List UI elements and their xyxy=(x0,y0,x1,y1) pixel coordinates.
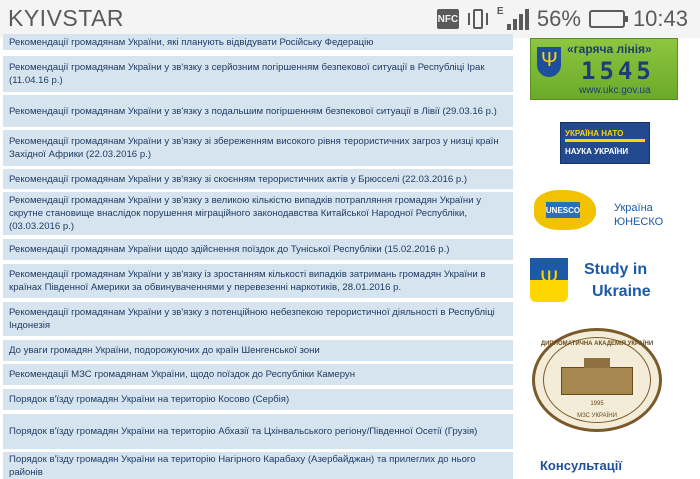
unesco-logo: UNESCO xyxy=(546,202,580,218)
diplomatic-academy-seal[interactable] xyxy=(532,328,662,432)
study-line2: Ukraine xyxy=(592,283,651,300)
hotline-title: «гаряча лінія» xyxy=(567,42,652,56)
signal-icon xyxy=(497,8,529,30)
consultations-heading[interactable]: Консультації xyxy=(540,458,622,473)
unesco-line1: Україна xyxy=(614,202,653,214)
advisory-link[interactable]: Порядок в'їзду громадян України на територію Косово (Сербія) xyxy=(3,389,513,410)
ukraine-flag-icon: Ψ xyxy=(530,258,568,302)
science-banner-line2: НАУКА УКРАЇНИ xyxy=(565,147,629,156)
battery-percent: 56% xyxy=(536,6,581,31)
unesco-banner[interactable] xyxy=(534,188,684,244)
trident-icon xyxy=(537,47,561,77)
status-icons xyxy=(437,5,688,33)
network-type: E xyxy=(496,6,504,17)
study-line1: Study in xyxy=(584,261,648,278)
status-bar xyxy=(0,0,700,38)
study-in-ukraine-banner[interactable] xyxy=(530,258,680,308)
nfc-icon: NFC xyxy=(437,9,459,29)
advisory-link[interactable]: Рекомендації громадянам України у зв'язку зі скоєнням терористичних актів у Брюсселі (22.03.2016 р.) xyxy=(3,169,513,189)
advisory-link[interactable]: Рекомендації громадянам України у зв'язку з великою кількістю випадків потрапляння громадян України у скрутне становище внаслідок порушення міграційного законодавства Китайської Народної Республіки, (03.03.2016 р.) xyxy=(3,192,513,235)
hotline-banner[interactable] xyxy=(530,38,678,100)
science-banner-divider xyxy=(565,139,645,142)
science-banner[interactable] xyxy=(560,122,650,164)
science-banner-line1: УКРАЇНА НАТО xyxy=(565,129,624,138)
carrier-name: KYIVSTAR xyxy=(8,5,125,31)
battery-icon xyxy=(589,10,625,28)
building-icon xyxy=(561,367,633,395)
advisory-link[interactable]: Рекомендації громадянам України у зв'язку з подальшим погіршенням безпекової ситуації в Лівії (29.03.16 р.) xyxy=(3,95,513,127)
hotline-url: www.ukc.gov.ua xyxy=(579,85,651,96)
vibrate-icon xyxy=(467,8,489,30)
advisory-link[interactable]: Рекомендації МЗС громадянам України, щодо поїздок до Республіки Камерун xyxy=(3,364,513,385)
sidebar xyxy=(522,38,700,479)
advisory-link[interactable]: Рекомендації громадянам України у зв'язку з потенційною небезпекою терористичної діяльності в Республіці Індонезія xyxy=(3,302,513,336)
hotline-number: 1545 xyxy=(581,57,655,85)
advisory-link[interactable]: Порядок в'їзду громадян України на територію Нагірного Карабаху (Азербайджан) та прилеглих до нього районів xyxy=(3,452,513,479)
advisory-link[interactable]: До уваги громадян України, подорожуючих до країн Шенгенської зони xyxy=(3,340,513,361)
seal-bottom-text: МЗС УКРАЇНИ xyxy=(577,413,617,419)
advisory-link[interactable]: Рекомендації громадянам України, які планують відвідувати Російську Федерацію xyxy=(3,34,513,50)
advisory-link[interactable]: Порядок в'їзду громадян України на територію Абхазії та Цхінвальського регіону/Південної Осетії (Грузія) xyxy=(3,414,513,449)
advisory-link[interactable]: Рекомендації громадянам України щодо здійснення поїздок до Туніської Республіки (15.02.2016 р.) xyxy=(3,239,513,260)
advisory-link[interactable]: Рекомендації громадянам України у зв'язку із зростанням кількості випадків затримань громадян України в країнах Південної Америки за обвинуваченнями у перевезенні наркотиків, 28.01.2016 р. xyxy=(3,264,513,298)
seal-year: 1995 xyxy=(590,401,604,407)
advisory-link[interactable]: Рекомендації громадянам України у зв'язку зі збереженням високого рівня терористичних загроз у низці країн Західної Африки (22.03.2016 р.) xyxy=(3,130,513,166)
unesco-line2: ЮНЕСКО xyxy=(614,216,664,228)
clock: 10:43 xyxy=(632,6,688,31)
advisory-link[interactable]: Рекомендації громадянам України у зв'язку з серйозним погіршенням безпекової ситуації в Республіці Ірак (11.04.16 р.) xyxy=(3,56,513,92)
seal-title: ДИПЛОМАТИЧНА АКАДЕМІЯ УКРАЇНИ xyxy=(540,341,654,347)
